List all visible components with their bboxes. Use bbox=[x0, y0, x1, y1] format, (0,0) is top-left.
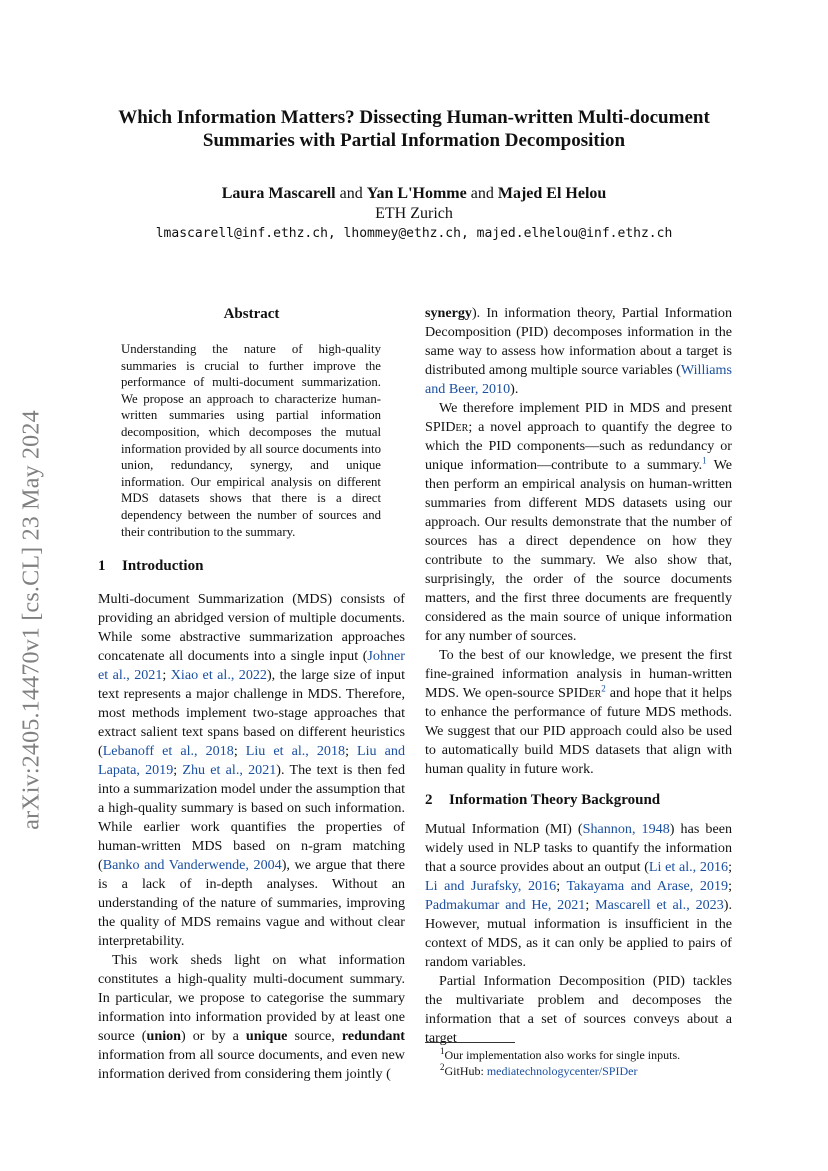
footnote-ref[interactable]: 2 bbox=[601, 683, 606, 694]
footnote-1: $^1$Our implementation also works for single inputs. bbox=[440, 1046, 681, 1062]
author-emails: lmascarell@inf.ethz.ch, lhommey@ethz.ch, majed.elhelou@inf.ethz.ch bbox=[155, 226, 673, 241]
left-column bbox=[98, 590, 405, 1084]
footnote-2: $^2$GitHub: mediatechnologycenter/SPIDer bbox=[440, 1062, 638, 1078]
citation-link[interactable]: Banko and Vanderwende, 2004 bbox=[102, 857, 282, 873]
citation-link[interactable]: Liu et al., 2018 bbox=[245, 743, 346, 759]
citation-link[interactable]: Li et al., 2016 bbox=[648, 859, 729, 875]
citation-link[interactable]: Padmakumar and He, 2021 bbox=[425, 897, 586, 913]
author-2: Yan L'Homme bbox=[366, 185, 467, 202]
footnote-rule bbox=[425, 1042, 515, 1043]
intro-paragraph-3: We therefore implement PID in MDS and present SPIDer; a novel approach to quantify the degree to which the PID components—such as redundancy or unique information—contribute to a summary.$^1$ We then perform an empirical analysis on human-written summaries from different MDS datasets using our approach. Our results demonstrate that the number of sources has a direct dependence on how they contribute to the summary. We also show that, surprisingly, the order of the source documents matters, and the first three documents are frequently considered as the main source of unique information for any number of sources. bbox=[425, 400, 732, 644]
citation-link[interactable]: Lebanoff et al., 2018 bbox=[102, 743, 234, 759]
arxiv-id: arXiv:2405.14470v1 [cs.CL] 23 May 2024 bbox=[18, 410, 45, 830]
citation-link[interactable]: Li and Jurafsky, 2016 bbox=[425, 878, 557, 894]
author-1: Laura Mascarell bbox=[221, 185, 336, 202]
intro-paragraph-2: This work sheds light on what information constitutes a high-quality multi-document summary. In particular, we propose to categorise the summary information into information provided by at least one source (union) or by a unique source, redundant information from all source documents, and even new information derived from considering them jointly ( bbox=[98, 952, 406, 1082]
background-paragraph-2: Partial Information Decomposition (PID) tackles the multivariate problem and decomposes the information that a set of sources conveys about a target bbox=[425, 973, 732, 1046]
intro-paragraph-1: Multi-document Summarization (MDS) consists of providing an abridged version of multiple documents. While some abstractive summarization approaches concatenate all documents into a single input (Johner et al., 2021; Xiao et al., 2022), the large size of input text represents a major challenge in MDS. Therefore, most methods implement two-stage approaches that extract salient text spans based on different heuristics (Lebanoff et al., 2018; Liu et al., 2018; Liu and Lapata, 2019; Zhu et al., 2021). The text is then fed into a summarization model under the assumption that a high-quality summary is based on such information. While earlier work quantifies the properties of human-written MDS based on n-gram matching (Banko and Vanderwende, 2004), we argue that there is a lack of in-depth analyses. Without an understanding of the nature of summaries, improving the quality of MDS remains vague and without clear interpretability. bbox=[98, 591, 406, 949]
github-link[interactable]: mediatechnologycenter/SPIDer bbox=[486, 1064, 638, 1078]
author-separator: and bbox=[335, 185, 367, 202]
section-2-heading: 2 Information Theory Background bbox=[425, 792, 661, 808]
citation-link[interactable]: Takayama and Arase, 2019 bbox=[566, 878, 729, 894]
intro-paragraph-2-cont: synergy). In information theory, Partial Information Decomposition (PID) decomposes information in the same way to assess how information about a target is distributed among multiple source variables (Williams and Beer, 2010). bbox=[425, 305, 732, 397]
affiliation: ETH Zurich bbox=[375, 205, 453, 222]
citation-link[interactable]: Zhu et al., 2021 bbox=[182, 762, 277, 778]
citation-link[interactable]: Mascarell et al., 2023 bbox=[595, 897, 724, 913]
paper-title bbox=[60, 106, 768, 152]
footnotes bbox=[440, 1047, 680, 1079]
footnote-ref[interactable]: 1 bbox=[702, 455, 707, 466]
citation-link[interactable]: Xiao et al., 2022 bbox=[170, 667, 267, 683]
right-column bbox=[425, 304, 732, 1048]
citation-link[interactable]: Shannon, 1948 bbox=[582, 821, 670, 837]
abstract-text: Understanding the nature of high-quality summaries is crucial to further improve the performance of multi-document summarization. We propose an approach to characterize human-written summaries using partial information decomposition, which decomposes the mutual information provided by all source documents into union, redundancy, synergy, and unique information. Our empirical analysis on different MDS datasets shows that there is a direct dependency between the number of sources and their contribution to the summary. bbox=[121, 342, 381, 539]
citation-link[interactable]: Liu and Lapata, 2019 bbox=[98, 743, 405, 778]
arxiv-stamp bbox=[12, 370, 52, 870]
citation-link[interactable]: Williams and Beer, 2010 bbox=[425, 362, 732, 397]
citation-link[interactable]: Johner et al., 2021 bbox=[98, 648, 405, 683]
section-title: Introduction bbox=[122, 558, 204, 574]
intro-paragraph-4: To the best of our knowledge, we present the first fine-grained information analysis in human-written MDS. We open-source SPIDer$^2$ and hope that it helps to enhance the performance of future MDS methods. We suggest that our PID approach could also be used to automatically build MDS datasets that align with human quality in future work. bbox=[425, 647, 732, 777]
author-separator: and bbox=[466, 185, 498, 202]
title-line-2: Summaries with Partial Information Decomposition bbox=[202, 130, 626, 151]
author-3: Majed El Helou bbox=[497, 185, 607, 202]
title-line-1: Which Information Matters? Dissecting Human-written Multi-document bbox=[118, 107, 710, 128]
background-paragraph-1: Mutual Information (MI) (Shannon, 1948) has been widely used in NLP tasks to quantify the information that a source provides about an output (Li et al., 2016; Li and Jurafsky, 2016; Takayama and Arase, 2019; Padmakumar and He, 2021; Mascarell et al., 2023). However, mutual information is insufficient in the context of MDS, as it can only be applied to pairs of random variables. bbox=[425, 821, 733, 970]
section-1-heading bbox=[98, 558, 203, 575]
section-number: 1 bbox=[98, 558, 106, 574]
abstract-heading: Abstract bbox=[223, 306, 280, 322]
author-list bbox=[60, 184, 768, 204]
